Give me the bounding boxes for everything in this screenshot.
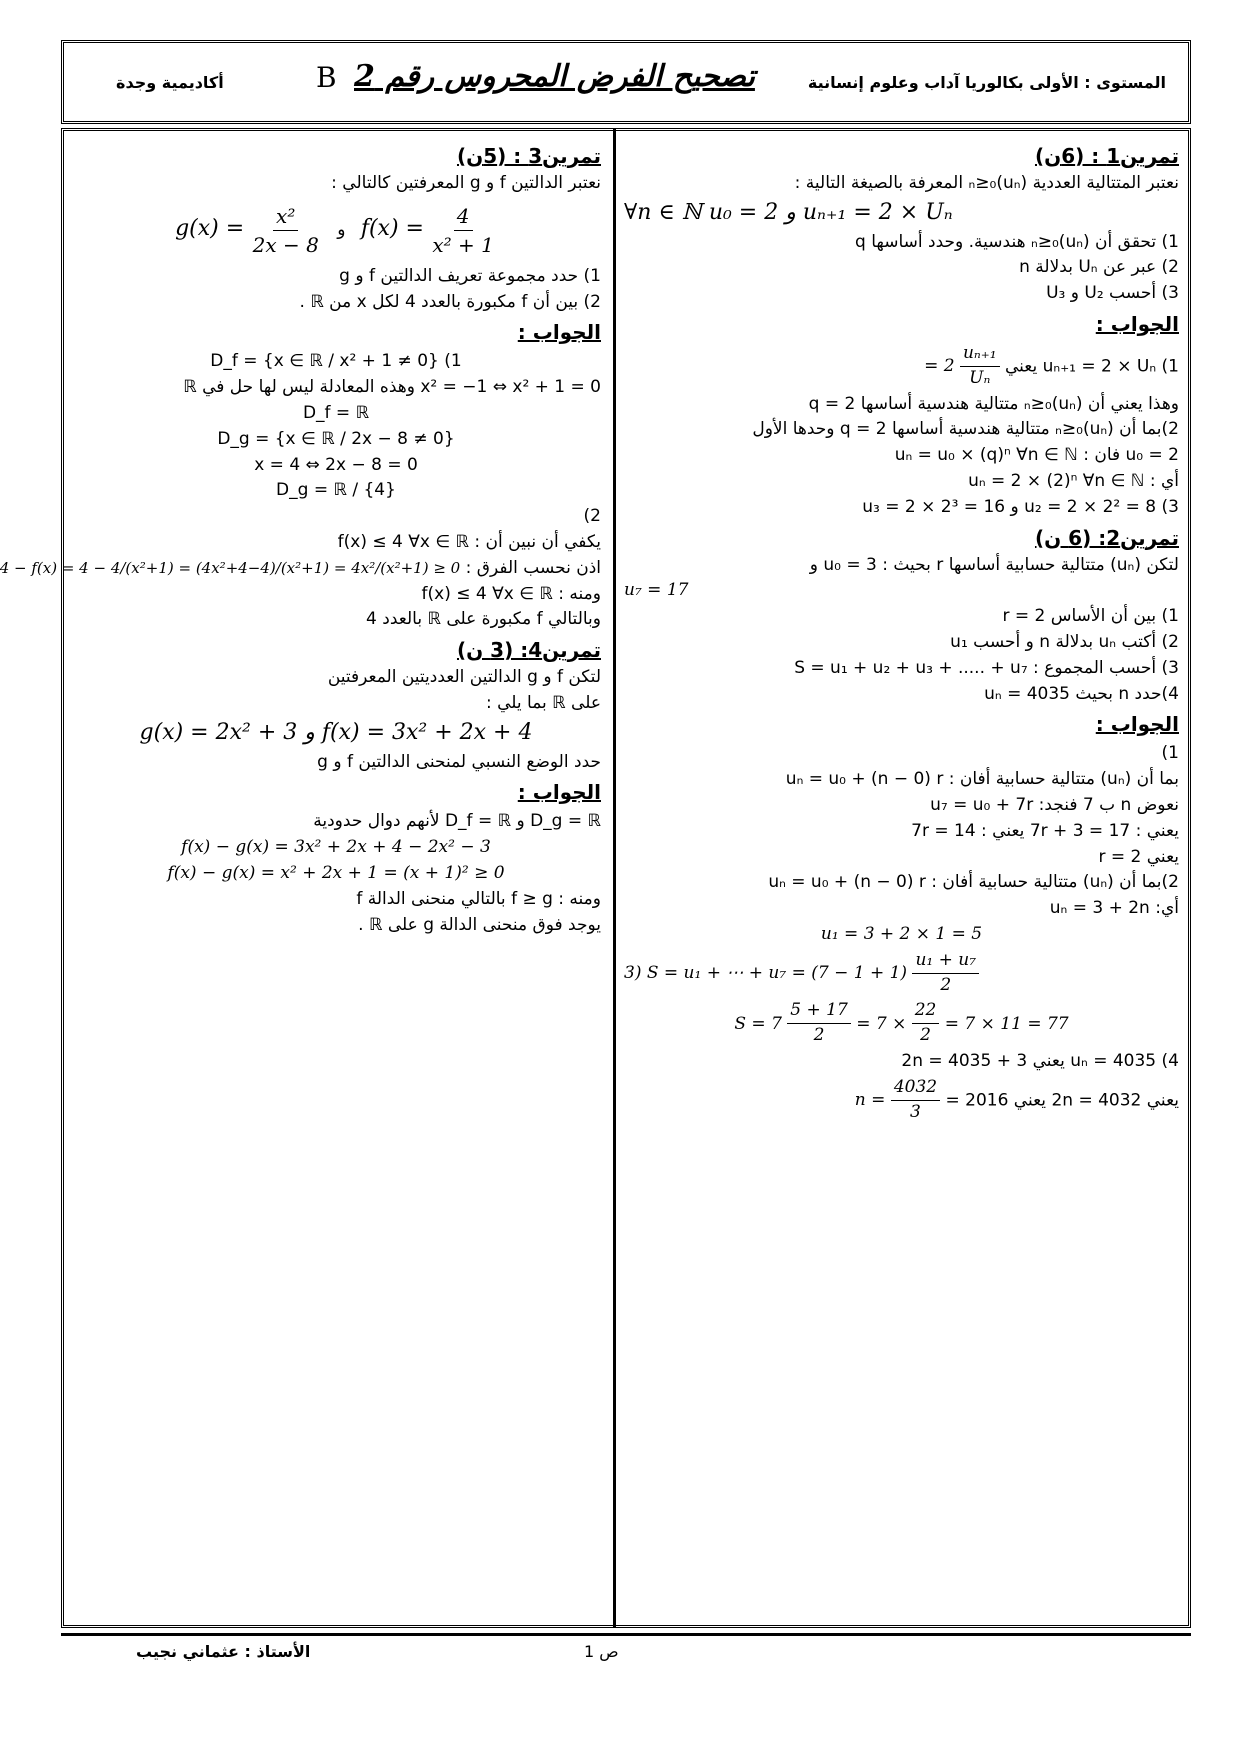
ex1-answer-1-text: 1) uₙ₊₁ = 2 × Uₙ يعني bbox=[1005, 356, 1179, 377]
header-box bbox=[61, 40, 1191, 124]
ex2-answer-3b-mid: = 7 × bbox=[856, 1013, 907, 1034]
ex4-definition: g(x) = 2x² + 3 و f(x) = 3x² + 2x + 4 bbox=[139, 719, 533, 745]
ex1-answer-2c: أي : uₙ = 2 × (2)ⁿ ∀n ∈ ℕ bbox=[968, 470, 1179, 491]
ex3-answer-1b: x² = −1 ⇔ x² + 1 = 0 وهذه المعادلة ليس لها حل في ℝ bbox=[183, 377, 601, 398]
teacher-name: الأستاذ : عثماني نجيب bbox=[136, 1642, 311, 1661]
ex2-answer-3b-pre: S = 7 bbox=[734, 1013, 782, 1034]
ex1-question-3: 3) أحسب U₂ و U₃ bbox=[1046, 283, 1179, 304]
ex2-answer-3b-post: = 7 × 11 = 77 bbox=[944, 1013, 1069, 1034]
ex1-fraction-numerator: uₙ₊₁ bbox=[960, 342, 1000, 367]
ex1-answer-1b: وهذا يعني أن (uₙ)ₙ≥₀ متتالية هندسية أساسها q = 2 bbox=[808, 393, 1179, 414]
ex2-answer-2a: 2)بما أن (uₙ) متتالية حسابية أفان : uₙ = u₀ + (n − 0) r bbox=[768, 872, 1179, 893]
ex1-question-2: 2) عبر عن Uₙ بدلالة n bbox=[1019, 257, 1179, 278]
ex2-intro-2: u₇ = 17 bbox=[624, 580, 689, 601]
ex2-answer-2c: u₁ = 3 + 2 × 1 = 5 bbox=[820, 923, 983, 944]
ex3-answer-title: الجواب : bbox=[517, 320, 601, 345]
ex3-answer-2b-label: اذن نحسب الفرق : bbox=[465, 557, 601, 578]
ex2-answer-3a-pre: 3) S = u₁ + ⋯ + u₇ = (7 − 1 + 1) bbox=[624, 963, 908, 984]
academy-label: أكاديمية وجدة bbox=[116, 73, 224, 92]
page-number: ص 1 bbox=[584, 1642, 619, 1661]
ex3-answer-1e: x = 4 ⇔ 2x − 8 = 0 bbox=[254, 454, 418, 475]
ex3-f-numerator: 4 bbox=[454, 202, 473, 231]
document-title: تصحيح الفرض المحروس رقم 2 bbox=[354, 59, 755, 94]
ex2-answer-3a-denominator: 2 bbox=[940, 974, 952, 995]
ex3-f-fraction bbox=[429, 202, 497, 259]
ex4-answer-4: ومنه : f ≥ g بالتالي منحنى الدالة f bbox=[356, 888, 601, 909]
header-row bbox=[64, 59, 1188, 113]
ex1-question-1: 1) تحقق أن (uₙ)ₙ≥₀ هندسية. وحدد أساسها q bbox=[855, 231, 1179, 252]
ex3-answer-1a: 1) D_f = {x ∈ ℝ / x² + 1 ≠ 0} bbox=[210, 351, 462, 372]
ex2-answer-3b-numerator-2: 22 bbox=[912, 999, 940, 1024]
ex3-f-lhs: f(x) = bbox=[360, 216, 424, 242]
ex1-answer-2a: 2)بما أن (uₙ)ₙ≥₀ متتالية هندسية أساسها q = 2 وحدها الأول bbox=[752, 419, 1179, 440]
ex2-answer-3b-fraction-2 bbox=[912, 999, 940, 1048]
ex2-answer-4b-post: n = bbox=[854, 1090, 886, 1110]
exercise-1-title: تمرين1 : (6ن) bbox=[1034, 144, 1179, 168]
ex3-g-denominator: 2x − 8 bbox=[252, 232, 319, 257]
ex3-answer-1d: D_g = {x ∈ ℝ / 2x − 8 ≠ 0} bbox=[217, 428, 455, 449]
exercise-3-title: تمرين3 : (5ن) bbox=[456, 144, 601, 168]
ex1-answer-1-fraction bbox=[960, 342, 1000, 391]
ex3-intro: نعتبر الدالتين f و g المعرفتين كالتالي : bbox=[331, 173, 601, 193]
ex2-answer-3b-denominator-2: 2 bbox=[920, 1025, 931, 1046]
left-column bbox=[0, 138, 601, 939]
ex3-answer-2-number: 2) bbox=[583, 506, 601, 527]
ex2-answer-title: الجواب : bbox=[1095, 712, 1179, 737]
ex4-answer-2: f(x) − g(x) = 3x² + 2x + 4 − 2x² − 3 bbox=[181, 837, 491, 858]
right-column bbox=[624, 138, 1179, 1126]
ex3-answer-1c: D_f = ℝ bbox=[302, 402, 370, 423]
ex2-answer-1b: نعوض n ب 7 فنجد: u₇ = u₀ + 7r bbox=[930, 794, 1179, 815]
ex2-answer-3b-numerator-1: 5 + 17 bbox=[787, 999, 851, 1024]
ex2-question-1: 1) بين أن الأساس r = 2 bbox=[1002, 606, 1179, 627]
exercise-2-title: تمرين2: (6 ن) bbox=[1034, 525, 1179, 550]
ex4-intro-2: على ℝ بما يلي : bbox=[485, 692, 601, 713]
ex3-and: و bbox=[337, 220, 346, 241]
ex3-question-1: 1) حدد مجموعة تعريف الدالتين f و g bbox=[339, 265, 601, 286]
ex4-question: حدد الوضع النسبي لمنحنى الدالتين f و g bbox=[317, 751, 601, 772]
exercise-4-title: تمرين4: (3 ن) bbox=[456, 638, 601, 663]
ex2-question-2: 2) أكتب uₙ بدلالة n و أحسب u₁ bbox=[950, 631, 1179, 652]
ex1-fraction-rhs: = 2 bbox=[924, 356, 955, 377]
ex3-answer-2c: ومنه : f(x) ≤ 4 ∀x ∈ ℝ bbox=[421, 583, 601, 604]
ex3-answer-2b-expression: 4 − f(x) = 4 − 4/(x²+1) = (4x²+4−4)/(x²+1) = 4x²/(x²+1) ≥ 0 bbox=[0, 558, 461, 577]
ex3-g-numerator: x² bbox=[273, 202, 298, 231]
ex2-answer-3b-fraction-1 bbox=[787, 999, 851, 1048]
ex3-g-fraction bbox=[250, 202, 322, 259]
column-divider bbox=[613, 128, 616, 1628]
ex3-answer-2d: وبالتالي f مكبورة على ℝ بالعدد 4 bbox=[366, 609, 601, 630]
ex2-intro: لتكن (uₙ) متتالية حسابية أساسها r بحيث : u₀ = 3 و bbox=[809, 554, 1179, 575]
ex4-answer-3: f(x) − g(x) = x² + 2x + 1 = (x + 1)² ≥ 0 bbox=[167, 862, 505, 883]
variant-label: B bbox=[316, 61, 337, 94]
ex2-answer-1a: بما أن (uₙ) متتالية حسابية أفان : uₙ = u₀ + (n − 0) r bbox=[785, 769, 1179, 790]
ex2-answer-2b: أي: uₙ = 3 + 2n bbox=[1049, 898, 1179, 919]
ex3-question-2: 2) بين أن f مكبورة بالعدد 4 لكل x من ℝ . bbox=[299, 291, 601, 312]
ex2-answer-3a-numerator: u₁ + u₇ bbox=[912, 949, 979, 974]
ex2-answer-4b-fraction bbox=[891, 1076, 940, 1125]
ex1-fraction-denominator: Uₙ bbox=[969, 367, 991, 388]
ex3-g-lhs: g(x) = bbox=[175, 216, 245, 242]
ex4-answer-title: الجواب : bbox=[517, 780, 601, 805]
ex1-definition: ∀n ∈ ℕ u₀ = 2 و uₙ₊₁ = 2 × Uₙ bbox=[624, 199, 953, 225]
ex1-answer-title: الجواب : bbox=[1095, 311, 1179, 336]
ex2-question-4: 4)حدد n بحيث uₙ = 4035 bbox=[984, 683, 1179, 704]
ex2-answer-3a-fraction bbox=[912, 949, 979, 998]
ex4-answer-1: D_g = ℝ و D_f = ℝ لأنهم دوال حدودية bbox=[313, 811, 601, 832]
ex4-intro: لتكن f و g الدالتين العدديتين المعرفتين bbox=[327, 667, 601, 688]
ex2-answer-4a: 4) uₙ = 4035 يعني 3 + 2n = 4035 bbox=[901, 1050, 1179, 1071]
ex2-answer-4b-pre: يعني 2n = 4032 يعني 2016 = bbox=[945, 1090, 1179, 1110]
ex1-intro: نعتبر المتتالية العددية (uₙ)ₙ≥₀ المعرفة بالصيغة التالية : bbox=[794, 173, 1179, 193]
ex4-answer-5: يوجد فوق منحنى الدالة g على ℝ . bbox=[358, 914, 601, 935]
ex2-answer-number: 1) bbox=[1161, 743, 1179, 764]
ex2-answer-1c: يعني : 17 = 3 + 7r يعني : 14 = 7r bbox=[911, 820, 1179, 841]
ex3-answer-1f: D_g = ℝ / {4} bbox=[276, 480, 396, 501]
level-label: المستوى : الأولى بكالوريا آداب وعلوم إنسانية bbox=[807, 73, 1166, 92]
ex2-question-3: 3) أحسب المجموع : S = u₁ + u₂ + u₃ + ..... + u₇ bbox=[794, 657, 1179, 678]
ex1-answer-3: 3) u₂ = 2 × 2² = 8 و u₃ = 2 × 2³ = 16 bbox=[862, 496, 1179, 517]
ex2-answer-3b-denominator-1: 2 bbox=[813, 1025, 825, 1046]
ex3-answer-2a: يكفي أن نبين أن : f(x) ≤ 4 ∀x ∈ ℝ bbox=[337, 531, 601, 552]
ex1-answer-2b: u₀ = 2 فان : uₙ = u₀ × (q)ⁿ ∀n ∈ ℕ bbox=[894, 445, 1179, 466]
ex2-answer-4b-numerator: 4032 bbox=[891, 1076, 940, 1101]
ex3-f-denominator: x² + 1 bbox=[432, 232, 494, 257]
ex2-answer-1d: يعني r = 2 bbox=[1098, 846, 1179, 867]
ex2-answer-4b-denominator: 3 bbox=[910, 1101, 921, 1122]
footer-rule bbox=[61, 1633, 1191, 1636]
